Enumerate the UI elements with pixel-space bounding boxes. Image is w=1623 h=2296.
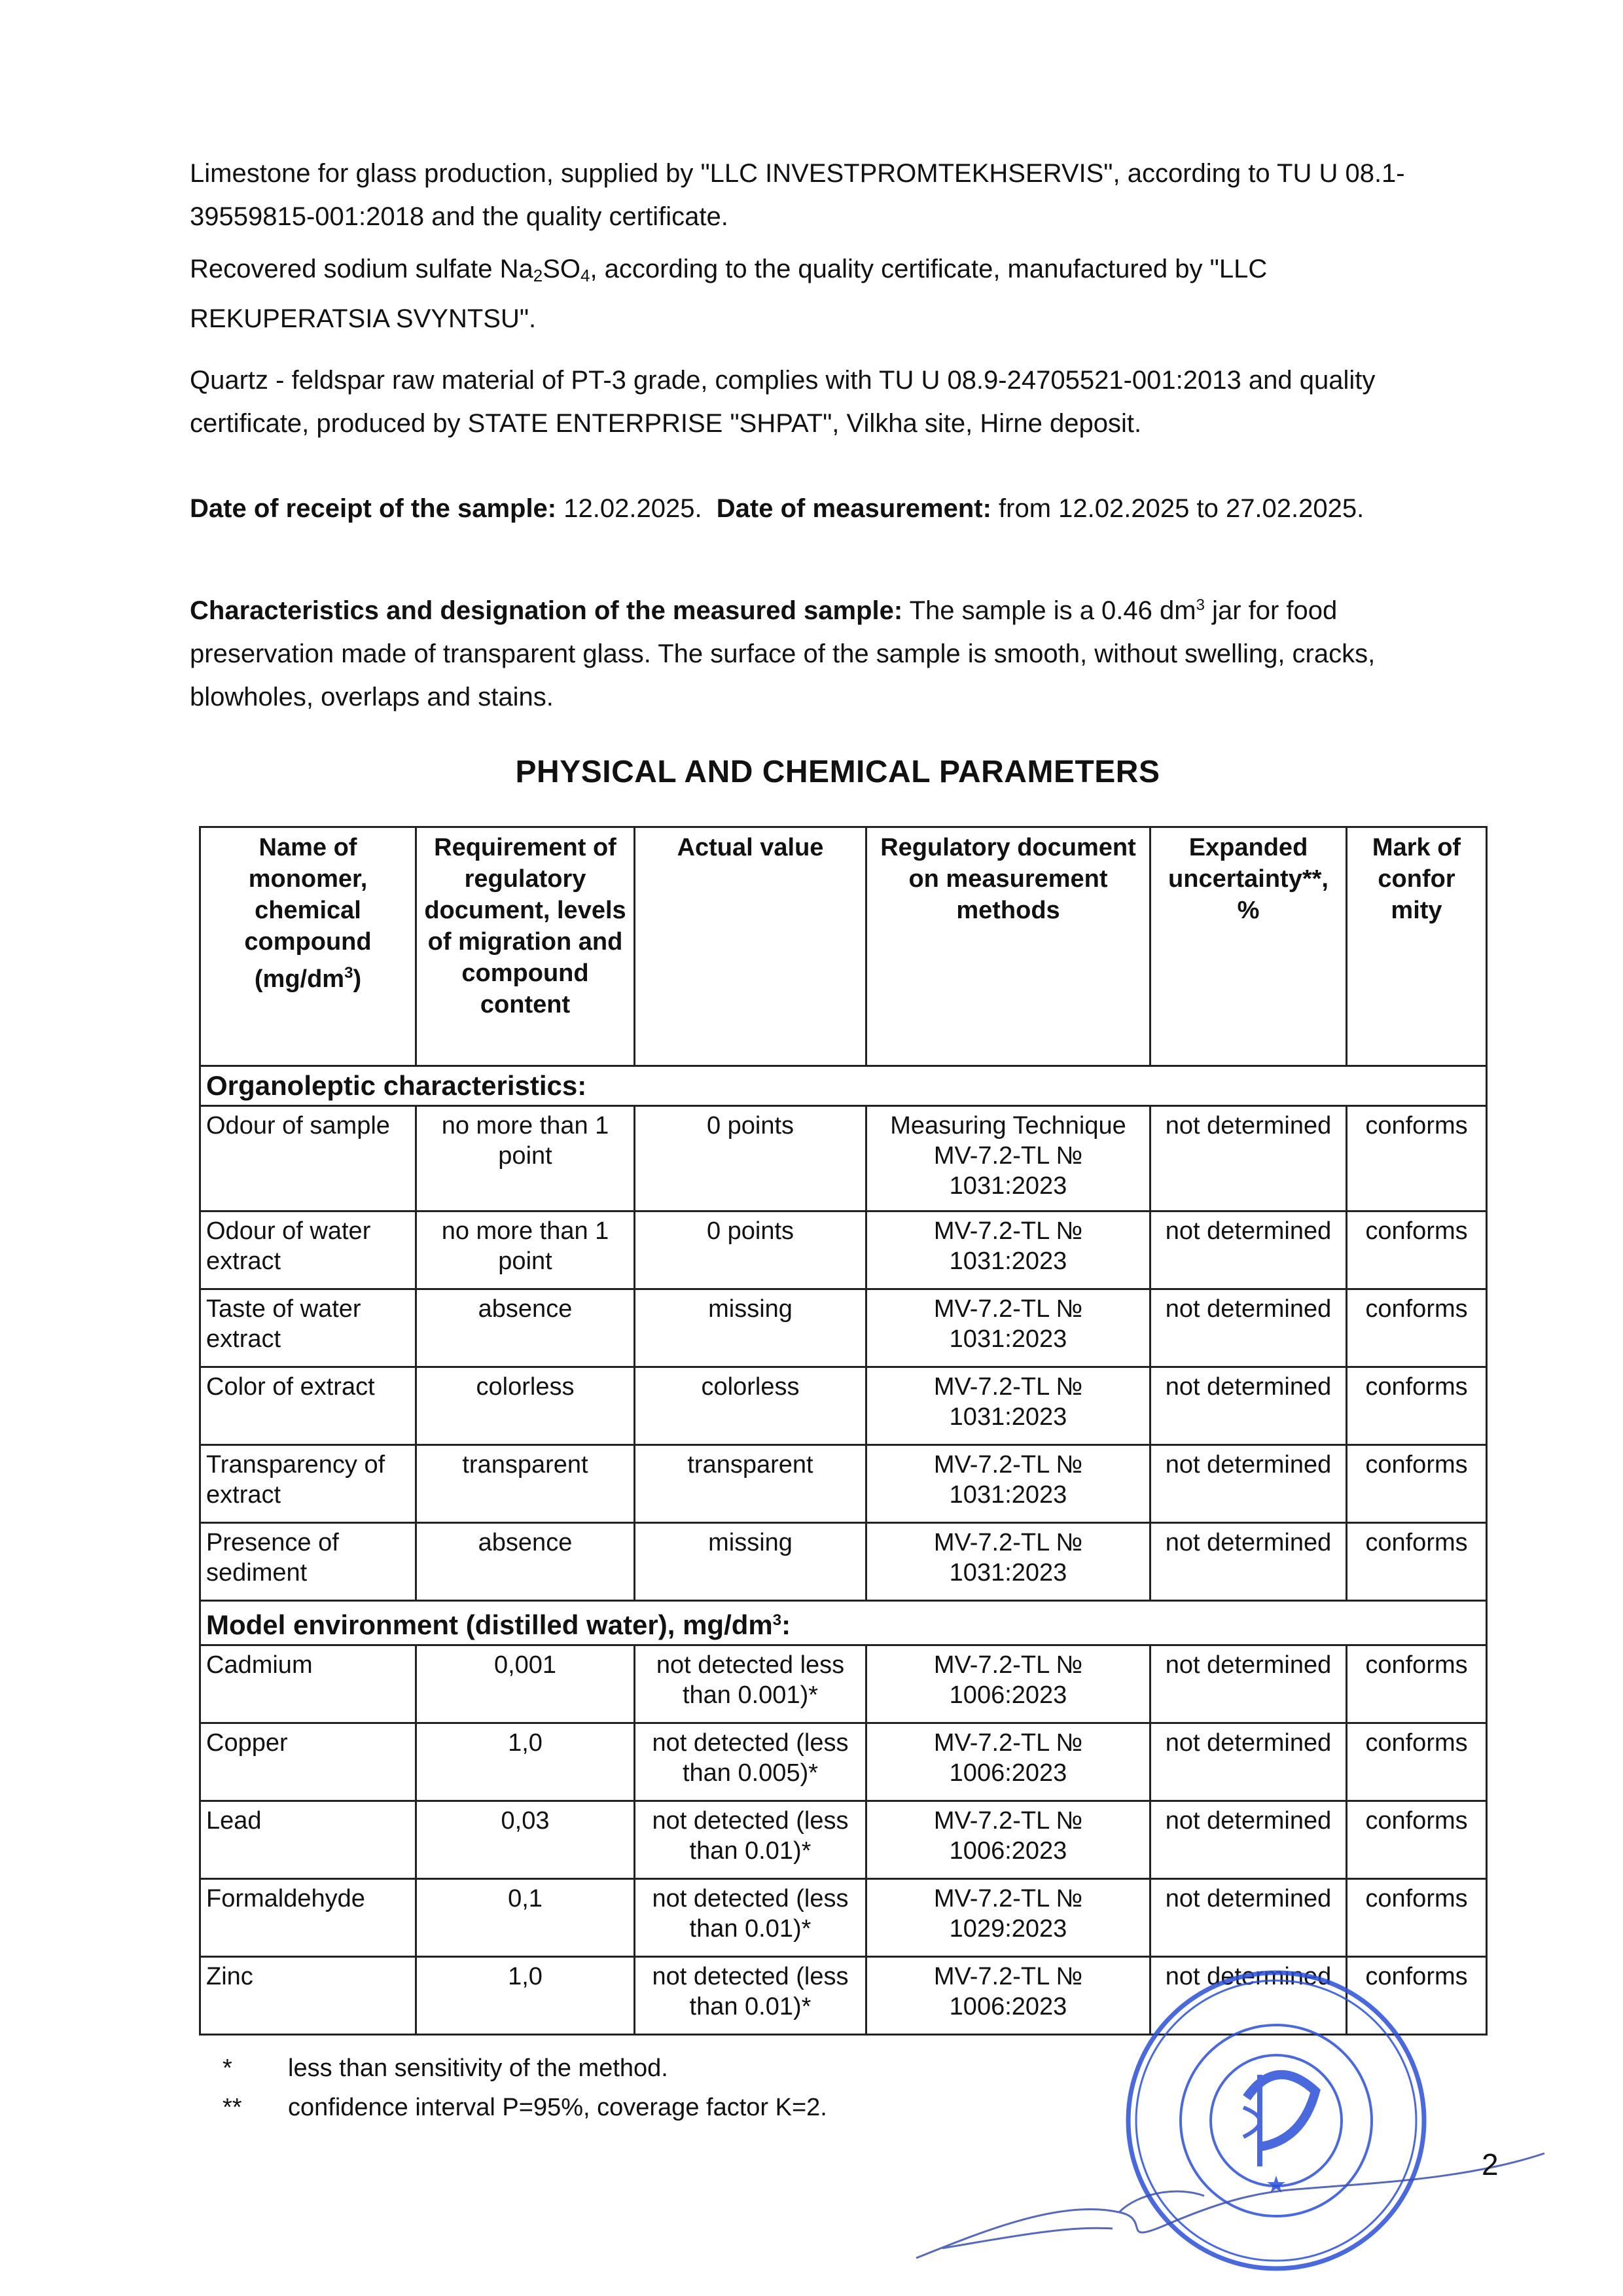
receipt-date-value: 12.02.2025. — [563, 494, 702, 523]
cell-conformity: conforms — [1347, 1645, 1487, 1723]
svg-text:★: ★ — [1265, 2172, 1287, 2198]
table-row — [200, 1801, 1487, 1879]
cell-conformity: conforms — [1347, 1106, 1487, 1211]
cell-name: Zinc — [200, 1957, 416, 2035]
cell-conformity: conforms — [1347, 1723, 1487, 1801]
cell-name: Formaldehyde — [200, 1879, 416, 1957]
cell-method: Measuring Technique MV-7.2-TL № 1031:2023 — [866, 1106, 1150, 1211]
header-method: Regulatory document on measurement methods — [866, 827, 1150, 1066]
cell-uncertainty: not determined — [1150, 1723, 1347, 1801]
cell-name: Copper — [200, 1723, 416, 1801]
cell-requirement: absence — [416, 1289, 635, 1367]
cell-requirement: 0,03 — [416, 1801, 635, 1879]
header-actual: Actual value — [635, 827, 866, 1066]
cell-actual: not detected (less than 0.01)* — [635, 1879, 866, 1957]
cell-conformity: conforms — [1347, 1367, 1487, 1445]
cell-conformity: conforms — [1347, 1957, 1487, 2035]
cell-requirement: no more than 1 point — [416, 1211, 635, 1289]
cell-uncertainty: not determined — [1150, 1445, 1347, 1523]
header-name-suffix: ) — [353, 965, 362, 993]
cell-actual: missing — [635, 1523, 866, 1601]
footnote-item — [223, 2088, 827, 2127]
sulfate-text-before: Recovered sodium sulfate Na — [190, 255, 533, 283]
cell-uncertainty: not determined — [1150, 1523, 1347, 1601]
section-row-model-environment — [200, 1601, 1487, 1645]
cell-method: MV-7.2-TL № 1006:2023 — [866, 1645, 1150, 1723]
cell-uncertainty: not determined — [1150, 1367, 1347, 1445]
table-row — [200, 1211, 1487, 1289]
section2-sup: 3 — [772, 1611, 782, 1629]
cell-name: Odour of sample — [200, 1106, 416, 1211]
cell-requirement: colorless — [416, 1367, 635, 1445]
cell-method: MV-7.2-TL № 1031:2023 — [866, 1211, 1150, 1289]
sulfate-subscript-4: 4 — [580, 266, 590, 285]
footnote-item — [223, 2049, 827, 2088]
cell-method: MV-7.2-TL № 1031:2023 — [866, 1523, 1150, 1601]
cell-actual: not detected (less than 0.01)* — [635, 1801, 866, 1879]
sulfate-subscript-2: 2 — [533, 266, 543, 285]
cell-uncertainty: not determined — [1150, 1645, 1347, 1723]
cell-uncertainty: not determined — [1150, 1801, 1347, 1879]
cell-name: Lead — [200, 1801, 416, 1879]
cell-method: MV-7.2-TL № 1031:2023 — [866, 1289, 1150, 1367]
cell-requirement: absence — [416, 1523, 635, 1601]
section-title: Organoleptic characteristics: — [200, 1066, 1487, 1106]
cell-requirement: 1,0 — [416, 1957, 635, 2035]
measurement-date-label: Date of measurement: — [716, 494, 991, 523]
header-conformity: Mark of confor mity — [1347, 827, 1487, 1066]
measurement-date-value: from 12.02.2025 to 27.02.2025. — [999, 494, 1364, 523]
footnotes — [223, 2049, 827, 2127]
cell-conformity: conforms — [1347, 1801, 1487, 1879]
cell-name: Color of extract — [200, 1367, 416, 1445]
cell-uncertainty: not determined — [1150, 1879, 1347, 1957]
quartz-text: Quartz - feldspar raw material of PT-3 grade, complies with TU U 08.9-24705521-001:2013 and quality certificate, produced by STATE ENTERPRISE "SHPAT", Vilkha site, Hirne deposit. — [190, 366, 1376, 438]
cell-actual: 0 points — [635, 1106, 866, 1211]
table-row — [200, 1289, 1487, 1367]
cell-name: Cadmium — [200, 1645, 416, 1723]
header-name-sup: 3 — [344, 964, 353, 982]
cell-conformity: conforms — [1347, 1289, 1487, 1367]
footnote-mark: ** — [223, 2094, 242, 2121]
cell-actual: missing — [635, 1289, 866, 1367]
cell-actual: not detected (less than 0.01)* — [635, 1957, 866, 2035]
sample-text-after: jar for food preservation made of transparent glass. The surface of the sample is smooth, without swelling, cracks, blowholes, overlaps and stains. — [190, 596, 1376, 711]
cell-requirement: transparent — [416, 1445, 635, 1523]
table-row — [200, 1723, 1487, 1801]
table-row — [200, 1445, 1487, 1523]
cell-name: Odour of water extract — [200, 1211, 416, 1289]
parameters-table — [199, 826, 1488, 2036]
dates-paragraph — [190, 487, 1472, 530]
cell-actual: not detected (less than 0.005)* — [635, 1723, 866, 1801]
header-requirement: Requirement of regulatory document, levels of migration and compound content — [416, 827, 635, 1066]
footnote-text: less than sensitivity of the method. — [288, 2054, 668, 2082]
footnote-text: confidence interval P=95%, coverage factor K=2. — [288, 2094, 827, 2121]
cell-uncertainty: not determined — [1150, 1211, 1347, 1289]
sample-label: Characteristics and designation of the measured sample: — [190, 596, 903, 625]
sulfate-paragraph — [190, 247, 1472, 340]
cell-actual: not detected less than 0.001)* — [635, 1645, 866, 1723]
cell-requirement: no more than 1 point — [416, 1106, 635, 1211]
cell-requirement: 0,001 — [416, 1645, 635, 1723]
table-row — [200, 1879, 1487, 1957]
receipt-date-label: Date of receipt of the sample: — [190, 494, 557, 523]
table-title: PHYSICAL AND CHEMICAL PARAMETERS — [515, 755, 1160, 789]
limestone-paragraph — [190, 152, 1472, 238]
cell-uncertainty: not determined — [1150, 1106, 1347, 1211]
header-uncertainty: Expanded uncertainty**, % — [1150, 827, 1347, 1066]
cell-conformity: conforms — [1347, 1879, 1487, 1957]
cell-uncertainty: not determined — [1150, 1289, 1347, 1367]
section-title — [200, 1601, 1487, 1645]
section-row-organoleptic — [200, 1066, 1487, 1106]
cell-method: MV-7.2-TL № 1031:2023 — [866, 1367, 1150, 1445]
sample-superscript: 3 — [1196, 596, 1205, 614]
sample-text-before: The sample is a 0.46 dm — [909, 596, 1196, 625]
table-row — [200, 1367, 1487, 1445]
header-name — [200, 827, 416, 1066]
cell-requirement: 1,0 — [416, 1723, 635, 1801]
cell-name: Transparency of extract — [200, 1445, 416, 1523]
cell-actual: transparent — [635, 1445, 866, 1523]
cell-conformity: conforms — [1347, 1523, 1487, 1601]
cell-name: Taste of water extract — [200, 1289, 416, 1367]
signature — [903, 2114, 1558, 2271]
cell-conformity: conforms — [1347, 1445, 1487, 1523]
sample-paragraph — [190, 584, 1472, 719]
footnote-mark: * — [223, 2054, 232, 2082]
cell-actual: 0 points — [635, 1211, 866, 1289]
section2-text: Model environment (distilled water), mg/dm — [206, 1609, 773, 1640]
cell-method: MV-7.2-TL № 1029:2023 — [866, 1879, 1150, 1957]
quartz-paragraph — [190, 359, 1472, 445]
cell-method: MV-7.2-TL № 1031:2023 — [866, 1445, 1150, 1523]
cell-method: MV-7.2-TL № 1006:2023 — [866, 1957, 1150, 2035]
cell-conformity: conforms — [1347, 1211, 1487, 1289]
cell-actual: colorless — [635, 1367, 866, 1445]
cell-method: MV-7.2-TL № 1006:2023 — [866, 1723, 1150, 1801]
section2-suffix: : — [781, 1609, 791, 1640]
cell-name: Presence of sediment — [200, 1523, 416, 1601]
sulfate-text-after: , according to the quality certificate, manufactured by "LLC REKUPERATSIA SVYNTSU". — [190, 255, 1268, 333]
cell-requirement: 0,1 — [416, 1879, 635, 1957]
table-row — [200, 1523, 1487, 1601]
table-row — [200, 1106, 1487, 1211]
cell-method: MV-7.2-TL № 1006:2023 — [866, 1801, 1150, 1879]
table-header-row — [200, 827, 1487, 1066]
table-row — [200, 1645, 1487, 1723]
page-number: 2 — [1482, 2147, 1499, 2181]
sulfate-text-mid: SO — [543, 255, 580, 283]
cell-uncertainty: not determined — [1150, 1957, 1347, 2035]
limestone-text: Limestone for glass production, supplied by "LLC INVESTPROMTEKHSERVIS", according to TU U 08.1-39559815-001:2018 and the quality certificate. — [190, 159, 1405, 231]
header-name-text: Name of monomer, chemical compound (mg/dm — [244, 834, 372, 993]
